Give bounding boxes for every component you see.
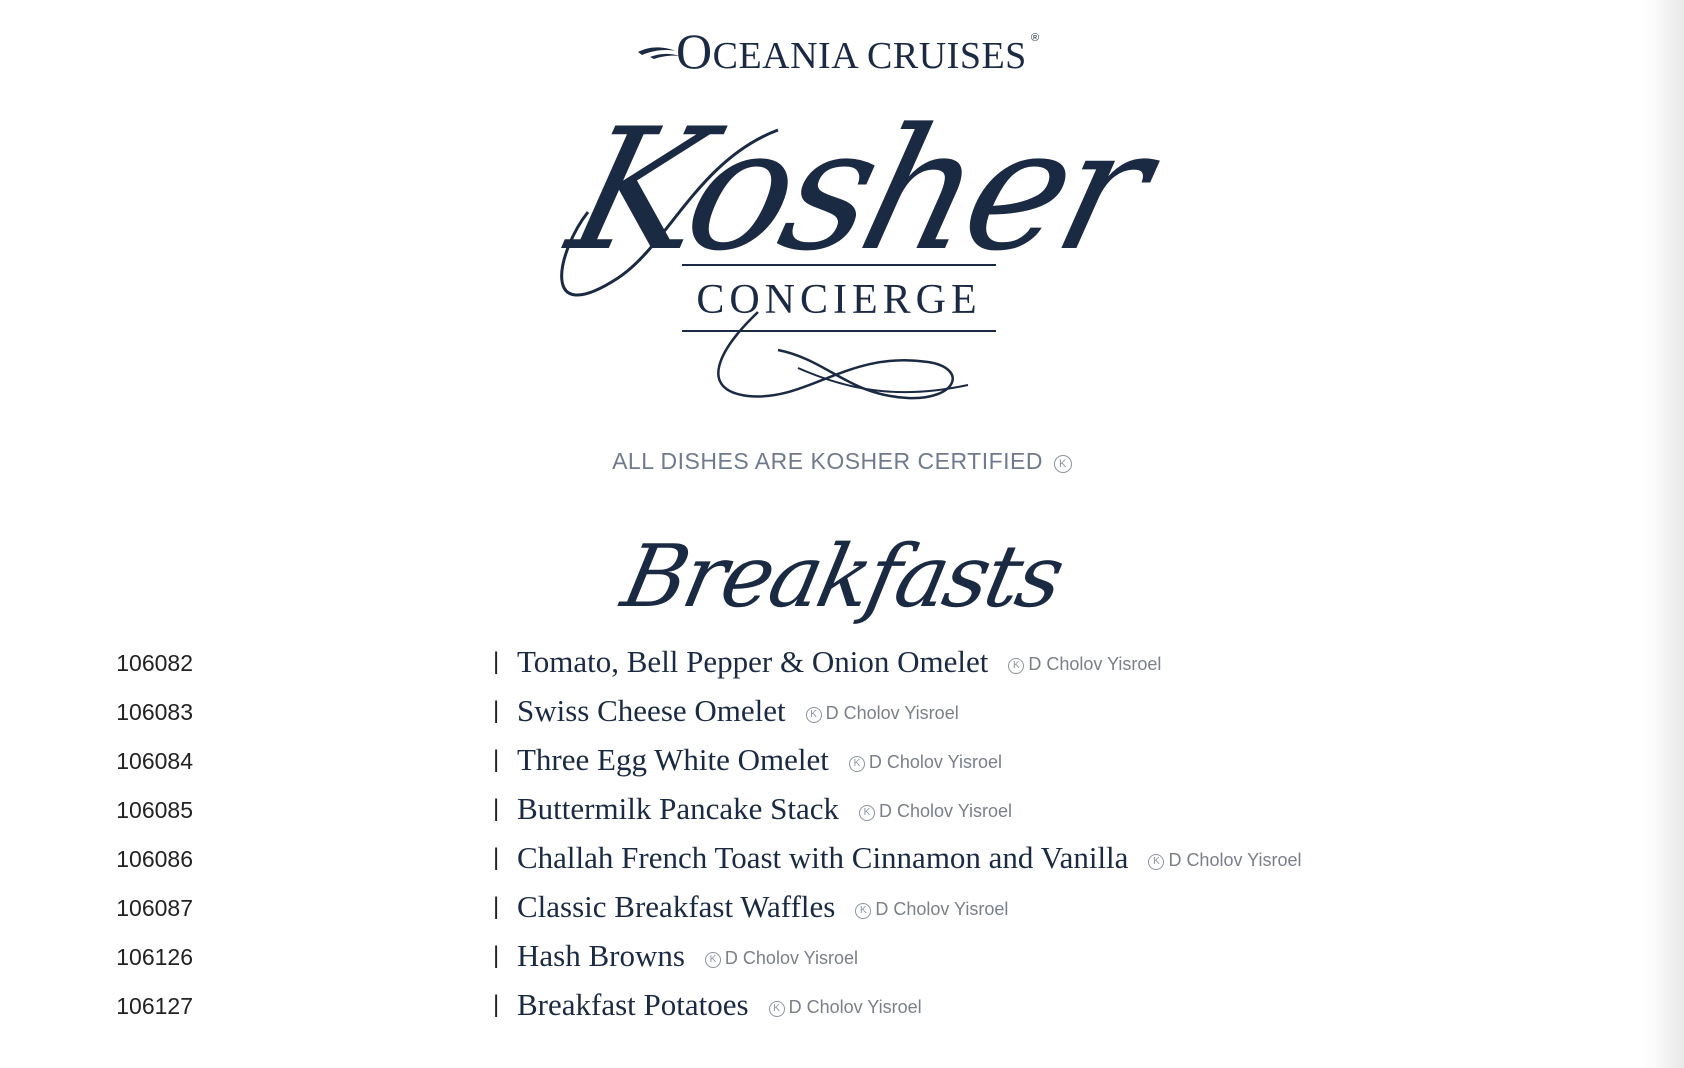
- item-text: [517, 644, 1161, 680]
- item-text: [517, 938, 858, 974]
- kosher-certified-notice: [0, 448, 1684, 475]
- menu-item: [0, 840, 1400, 880]
- item-certification: [859, 801, 1012, 821]
- item-name: Tomato, Bell Pepper & Onion Omelet: [517, 644, 989, 679]
- item-code: 106126: [116, 944, 193, 970]
- item-name: Classic Breakfast Waffles: [517, 889, 836, 924]
- item-name: Hash Browns: [517, 938, 685, 973]
- item-certification: [806, 703, 959, 723]
- item-certification: [1008, 654, 1161, 674]
- item-code: 106127: [116, 993, 193, 1019]
- certification-label: D Cholov Yisroel: [875, 899, 1009, 919]
- item-separator: |: [493, 844, 500, 871]
- menu-item: [0, 644, 1400, 684]
- menu-item: [0, 742, 1400, 782]
- item-name: Swiss Cheese Omelet: [517, 693, 786, 728]
- menu-item: [0, 889, 1400, 929]
- kosher-symbol-icon: K: [1054, 455, 1072, 473]
- certification-label: D Cholov Yisroel: [868, 752, 1002, 772]
- logo-rule-top: [682, 264, 996, 266]
- kosher-symbol-icon: K: [769, 1001, 785, 1017]
- logo-rule-bottom: [682, 330, 996, 332]
- certification-label: D Cholov Yisroel: [724, 948, 858, 968]
- certification-label: D Cholov Yisroel: [788, 997, 922, 1017]
- item-separator: |: [493, 746, 500, 773]
- item-separator: |: [493, 795, 500, 822]
- menu-item: [0, 791, 1400, 831]
- logo-subtitle: CONCIERGE: [696, 277, 982, 323]
- certification-label: D Cholov Yisroel: [878, 801, 1013, 821]
- kosher-symbol-icon: K: [859, 805, 875, 821]
- menu-item: [0, 693, 1400, 733]
- logo-script-kosher: Kosher: [553, 92, 1163, 288]
- kosher-symbol-icon: K: [705, 952, 721, 968]
- item-text: [517, 742, 1002, 778]
- kosher-concierge-logo: [548, 92, 1163, 420]
- item-separator: |: [493, 942, 500, 969]
- oceania-cruises-logo: [0, 23, 1684, 79]
- item-code: 106086: [116, 846, 193, 872]
- item-text: [517, 693, 959, 729]
- item-certification: [705, 948, 858, 968]
- item-certification: [855, 899, 1008, 919]
- item-code: 106084: [116, 748, 193, 774]
- item-text: [517, 791, 1012, 827]
- item-separator: |: [493, 991, 500, 1018]
- item-name: Breakfast Potatoes: [517, 987, 749, 1022]
- menu-item: [0, 938, 1400, 978]
- item-name: Buttermilk Pancake Stack: [517, 791, 839, 826]
- item-name: Three Egg White Omelet: [517, 742, 829, 777]
- certified-text: ALL DISHES ARE KOSHER CERTIFIED: [612, 448, 1043, 474]
- registered-mark: ®: [1031, 32, 1040, 44]
- item-code: 106085: [116, 797, 193, 823]
- item-certification: [769, 997, 922, 1017]
- certification-label: D Cholov Yisroel: [825, 703, 959, 723]
- section-title: Breakfasts: [614, 527, 1070, 627]
- item-certification: [849, 752, 1002, 772]
- item-code: 106087: [116, 895, 193, 921]
- item-separator: |: [493, 648, 500, 675]
- kosher-symbol-icon: K: [855, 903, 871, 919]
- brand-name-rest: CEANIA CRUISES: [712, 35, 1027, 77]
- item-name: Challah French Toast with Cinnamon and Vanilla: [517, 840, 1129, 875]
- item-certification: [1148, 850, 1301, 870]
- kosher-symbol-icon: K: [849, 756, 865, 772]
- item-separator: |: [493, 893, 500, 920]
- item-separator: |: [493, 697, 500, 724]
- item-text: [517, 889, 1008, 925]
- certification-label: D Cholov Yisroel: [1028, 654, 1162, 674]
- brand-name: [676, 23, 1027, 81]
- kosher-symbol-icon: K: [1148, 854, 1164, 870]
- item-code: 106083: [116, 699, 193, 725]
- brand-first-letter: O: [676, 23, 713, 79]
- item-text: [517, 987, 922, 1023]
- kosher-symbol-icon: K: [806, 707, 822, 723]
- certification-label: D Cholov Yisroel: [1168, 850, 1302, 870]
- kosher-symbol-icon: K: [1008, 658, 1024, 674]
- item-code: 106082: [116, 650, 193, 676]
- menu-item: [0, 987, 1400, 1027]
- item-text: [517, 840, 1302, 876]
